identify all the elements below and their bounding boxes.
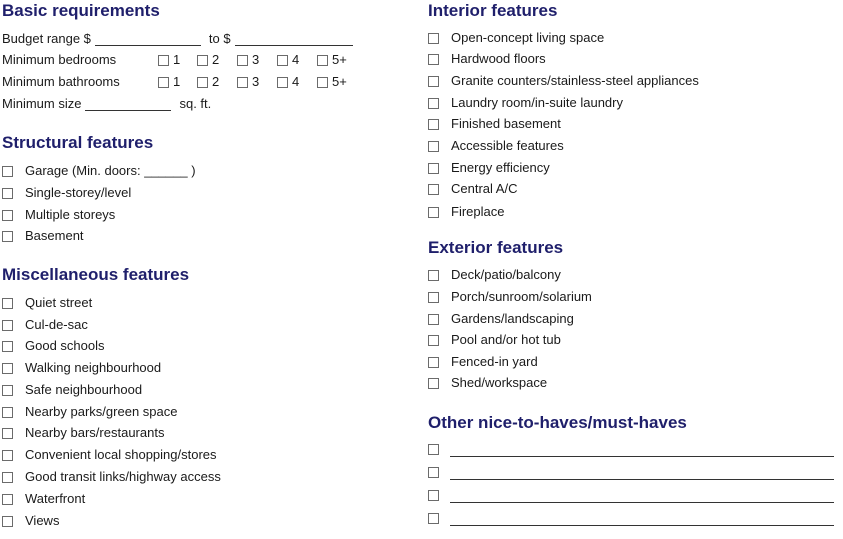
- bathrooms-option-4[interactable]: 4: [277, 74, 299, 90]
- interior-item[interactable]: Open-concept living space: [428, 30, 604, 46]
- interior-item[interactable]: Hardwood floors: [428, 51, 546, 67]
- bedrooms-option-2[interactable]: 2: [197, 52, 219, 68]
- checkbox[interactable]: [237, 55, 248, 66]
- interior-item[interactable]: Energy efficiency: [428, 160, 550, 176]
- exterior-features-heading: Exterior features: [428, 238, 564, 257]
- checkbox[interactable]: [428, 378, 439, 389]
- exterior-item[interactable]: Shed/workspace: [428, 375, 547, 391]
- exterior-item[interactable]: Porch/sunroom/solarium: [428, 289, 592, 305]
- checkbox[interactable]: [428, 54, 439, 65]
- checkbox[interactable]: [2, 320, 13, 331]
- structural-item[interactable]: Multiple storeys: [2, 207, 115, 223]
- misc-item[interactable]: Nearby parks/green space: [2, 404, 177, 420]
- bedrooms-option-3[interactable]: 3: [237, 52, 259, 68]
- interior-item[interactable]: Finished basement: [428, 116, 561, 132]
- structural-item[interactable]: Garage (Min. doors: ______ ): [2, 163, 196, 179]
- bedrooms-option-5plus[interactable]: 5+: [317, 52, 347, 68]
- checkbox[interactable]: [197, 77, 208, 88]
- other-checkbox-4[interactable]: [428, 513, 439, 524]
- min-bathrooms-label: Minimum bathrooms: [2, 74, 120, 89]
- checkbox[interactable]: [317, 55, 328, 66]
- checkbox[interactable]: [428, 184, 439, 195]
- misc-item[interactable]: Waterfront: [2, 491, 85, 507]
- misc-item[interactable]: Views: [2, 513, 59, 529]
- checkbox[interactable]: [2, 385, 13, 396]
- misc-item[interactable]: Walking neighbourhood: [2, 360, 161, 376]
- budget-range-label: Budget range $: [2, 31, 91, 46]
- other-entry-line-1[interactable]: [450, 456, 834, 457]
- bathrooms-option-1[interactable]: 1: [158, 74, 180, 90]
- checkbox[interactable]: [428, 163, 439, 174]
- interior-item[interactable]: Central A/C: [428, 181, 517, 197]
- interior-item[interactable]: Granite counters/stainless-steel appliances: [428, 73, 699, 89]
- other-entry-line-4[interactable]: [450, 525, 834, 526]
- checkbox[interactable]: [2, 494, 13, 505]
- min-size-row: [2, 96, 211, 112]
- misc-item[interactable]: Cul-de-sac: [2, 317, 88, 333]
- structural-item[interactable]: Single-storey/level: [2, 185, 131, 201]
- checkbox[interactable]: [428, 207, 439, 218]
- misc-item[interactable]: Convenient local shopping/stores: [2, 447, 217, 463]
- other-entry-line-2[interactable]: [450, 479, 834, 480]
- checkbox[interactable]: [237, 77, 248, 88]
- structural-features-heading: Structural features: [2, 133, 154, 152]
- other-entry-line-3[interactable]: [450, 502, 834, 503]
- misc-item[interactable]: Safe neighbourhood: [2, 382, 142, 398]
- checkbox[interactable]: [2, 188, 13, 199]
- checkbox[interactable]: [277, 55, 288, 66]
- other-haves-heading: Other nice-to-haves/must-haves: [428, 413, 687, 432]
- budget-max-field[interactable]: [235, 33, 353, 46]
- interior-item[interactable]: Laundry room/in-suite laundry: [428, 95, 623, 111]
- checkbox[interactable]: [2, 166, 13, 177]
- exterior-item[interactable]: Fenced-in yard: [428, 354, 538, 370]
- checkbox[interactable]: [428, 33, 439, 44]
- min-size-label: Minimum size: [2, 96, 82, 111]
- checkbox[interactable]: [428, 76, 439, 87]
- checkbox[interactable]: [2, 341, 13, 352]
- checkbox[interactable]: [2, 407, 13, 418]
- interior-features-heading: Interior features: [428, 1, 558, 20]
- checkbox[interactable]: [428, 270, 439, 281]
- min-bedrooms-label: Minimum bedrooms: [2, 52, 117, 67]
- budget-range-row: [2, 31, 357, 47]
- checkbox[interactable]: [2, 450, 13, 461]
- misc-item[interactable]: Quiet street: [2, 295, 92, 311]
- checkbox[interactable]: [197, 55, 208, 66]
- checkbox[interactable]: [2, 231, 13, 242]
- misc-item[interactable]: Good transit links/highway access: [2, 469, 221, 485]
- budget-min-field[interactable]: [95, 33, 201, 46]
- checkbox[interactable]: [2, 298, 13, 309]
- exterior-item[interactable]: Gardens/landscaping: [428, 311, 574, 327]
- exterior-item[interactable]: Pool and/or hot tub: [428, 332, 561, 348]
- misc-item[interactable]: Nearby bars/restaurants: [2, 425, 164, 441]
- checkbox[interactable]: [277, 77, 288, 88]
- size-unit-label: sq. ft.: [179, 96, 212, 111]
- checkbox[interactable]: [428, 141, 439, 152]
- checkbox[interactable]: [2, 516, 13, 527]
- bathrooms-option-5plus[interactable]: 5+: [317, 74, 347, 90]
- bedrooms-option-4[interactable]: 4: [277, 52, 299, 68]
- checkbox[interactable]: [317, 77, 328, 88]
- interior-item[interactable]: Fireplace: [428, 204, 504, 220]
- misc-features-heading: Miscellaneous features: [2, 265, 190, 284]
- checkbox[interactable]: [428, 335, 439, 346]
- other-checkbox-1[interactable]: [428, 444, 439, 455]
- checkbox[interactable]: [2, 363, 13, 374]
- other-checkbox-3[interactable]: [428, 490, 439, 501]
- checkbox[interactable]: [2, 210, 13, 221]
- checkbox[interactable]: [428, 98, 439, 109]
- other-checkbox-2[interactable]: [428, 467, 439, 478]
- exterior-item[interactable]: Deck/patio/balcony: [428, 267, 561, 283]
- checkbox[interactable]: [2, 472, 13, 483]
- checkbox[interactable]: [428, 357, 439, 368]
- checkbox[interactable]: [2, 428, 13, 439]
- min-size-field[interactable]: [85, 98, 171, 111]
- structural-item[interactable]: Basement: [2, 228, 84, 244]
- checkbox[interactable]: [428, 314, 439, 325]
- bathrooms-option-2[interactable]: 2: [197, 74, 219, 90]
- bedrooms-option-1[interactable]: 1: [158, 52, 180, 68]
- checkbox[interactable]: [158, 55, 169, 66]
- basic-requirements-heading: Basic requirements: [2, 1, 160, 20]
- budget-to-label: to $: [208, 31, 231, 46]
- misc-item[interactable]: Good schools: [2, 338, 105, 354]
- bathrooms-option-3[interactable]: 3: [237, 74, 259, 90]
- checkbox[interactable]: [158, 77, 169, 88]
- interior-item[interactable]: Accessible features: [428, 138, 564, 154]
- checkbox[interactable]: [428, 292, 439, 303]
- checkbox[interactable]: [428, 119, 439, 130]
